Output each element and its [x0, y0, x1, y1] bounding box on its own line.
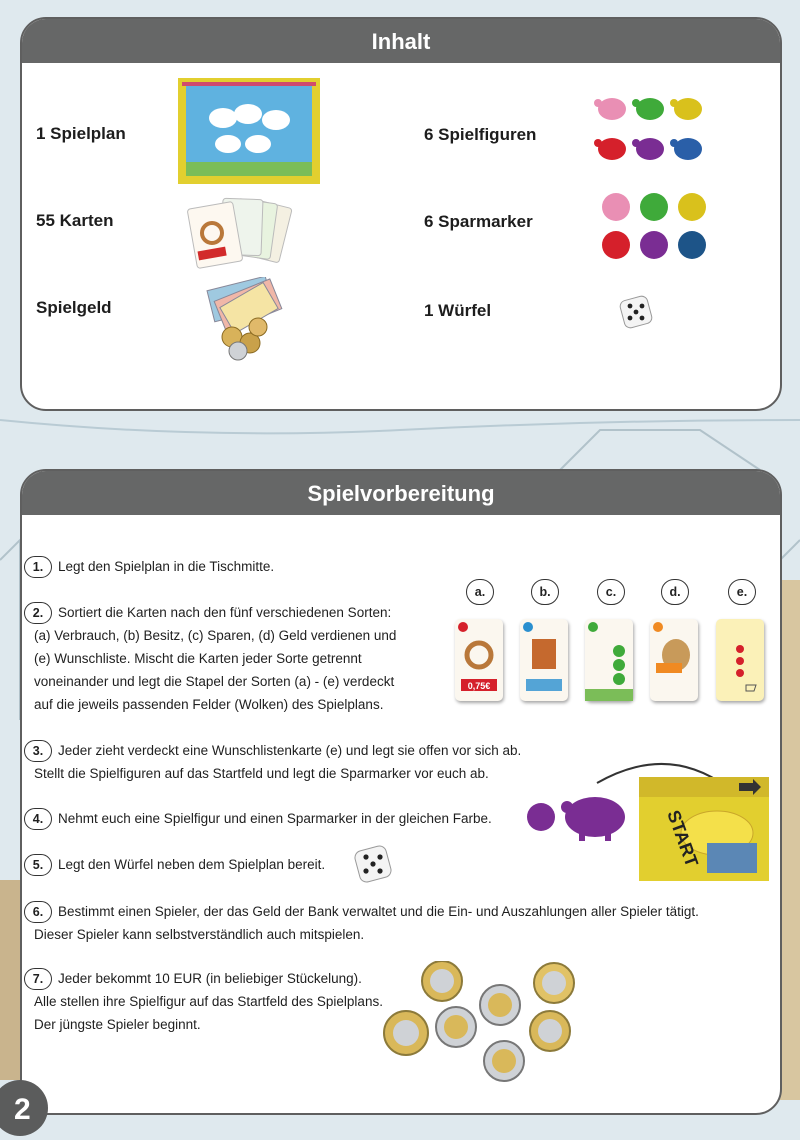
card-label-c: c. — [597, 579, 625, 605]
cards-image — [186, 193, 298, 273]
card-wunschliste — [716, 619, 764, 701]
step-text: (e) Wunschliste. Mischt die Karten jeder Sorte getrennt — [34, 651, 362, 666]
step-text: Bestimmt einen Spieler, der das Geld der Bank verwaltet und die Ein- und Auszahlungen aller Spieler tätigt. — [58, 904, 699, 919]
step-text: Legt den Spielplan in die Tischmitte. — [58, 559, 275, 574]
item-sparmarker-label: 6 Sparmarker — [424, 212, 533, 231]
inhalt-panel — [20, 17, 782, 411]
vorbereitung-title: Spielvorbereitung — [22, 471, 780, 515]
step-7 — [24, 967, 383, 1036]
step-number: 3. — [24, 740, 52, 762]
step-number: 1. — [24, 556, 52, 578]
pig-pink — [594, 98, 626, 120]
step-text: (a) Verbrauch, (b) Besitz, (c) Sparen, (d) Geld verdienen und — [34, 628, 397, 643]
card-verbrauch — [455, 619, 503, 701]
step-text: Legt den Würfel neben dem Spielplan bereit. — [58, 857, 326, 872]
coins-image — [362, 961, 582, 1089]
step-number: 5. — [24, 854, 52, 876]
card-geld-verdienen — [650, 619, 698, 701]
step-number: 7. — [24, 968, 52, 990]
step-text: voneinander und legt die Stapel der Sorten (a) - (e) verdeckt — [34, 674, 395, 689]
step-text: auf die jeweils passenden Felder (Wolken) des Spielplans. — [34, 697, 384, 712]
step-text: Sortiert die Karten nach den fünf verschiedenen Sorten: — [58, 605, 392, 620]
card-sparen — [585, 619, 633, 701]
step-number: 4. — [24, 808, 52, 830]
start-label: START — [663, 807, 703, 870]
step-3 — [24, 739, 521, 785]
marker-pig-start-illustration — [517, 753, 773, 881]
card-price: 0,75€ — [467, 681, 491, 691]
step-4 — [24, 807, 492, 830]
page-number: 2 — [0, 1080, 48, 1136]
step-number: 6. — [24, 901, 52, 923]
step-text: Stellt die Spielfiguren auf das Startfeld und legt die Sparmarker vor euch ab. — [34, 766, 489, 781]
pig-red — [594, 138, 626, 160]
step-5 — [24, 853, 325, 876]
step-2 — [24, 601, 396, 716]
savings-markers-image — [600, 191, 710, 263]
pig-figures-image — [594, 93, 710, 169]
step-text: Der jüngste Spieler beginnt. — [34, 1017, 201, 1032]
pig-green — [632, 98, 664, 120]
pig-yellow — [670, 98, 702, 120]
card-label-a: a. — [466, 579, 494, 605]
item-spielplan-label: 1 Spielplan — [36, 124, 126, 143]
card-label-e: e. — [728, 579, 756, 605]
step-6 — [24, 900, 699, 946]
pig-blue — [670, 138, 702, 160]
item-spielfiguren-label: 6 Spielfiguren — [424, 125, 537, 144]
die-image-small — [352, 843, 394, 885]
step-text: Jeder bekommt 10 EUR (in beliebiger Stückelung). — [58, 971, 362, 986]
step-1 — [24, 555, 274, 578]
step-text: Alle stellen ihre Spielfigur auf das Startfeld des Spielplans. — [34, 994, 383, 1009]
step-number: 2. — [24, 602, 52, 624]
card-label-b: b. — [531, 579, 559, 605]
card-besitz — [520, 619, 568, 701]
item-spielgeld-label: Spielgeld — [36, 298, 112, 317]
vorbereitung-panel — [20, 469, 782, 1115]
pig-purple — [632, 138, 664, 160]
item-wuerfel-label: 1 Würfel — [424, 301, 492, 320]
card-label-d: d. — [661, 579, 689, 605]
item-karten-label: 55 Karten — [36, 211, 114, 230]
step-text: Nehmt euch eine Spielfigur und einen Sparmarker in der gleichen Farbe. — [58, 811, 492, 826]
money-image — [204, 277, 284, 361]
die-image — [618, 294, 654, 330]
game-board-image — [178, 78, 320, 184]
step-text: Jeder zieht verdeckt eine Wunschlistenkarte (e) und legt sie offen vor sich ab. — [58, 743, 522, 758]
step-text: Dieser Spieler kann selbstverständlich auch mitspielen. — [34, 927, 365, 942]
inhalt-title: Inhalt — [22, 19, 780, 63]
